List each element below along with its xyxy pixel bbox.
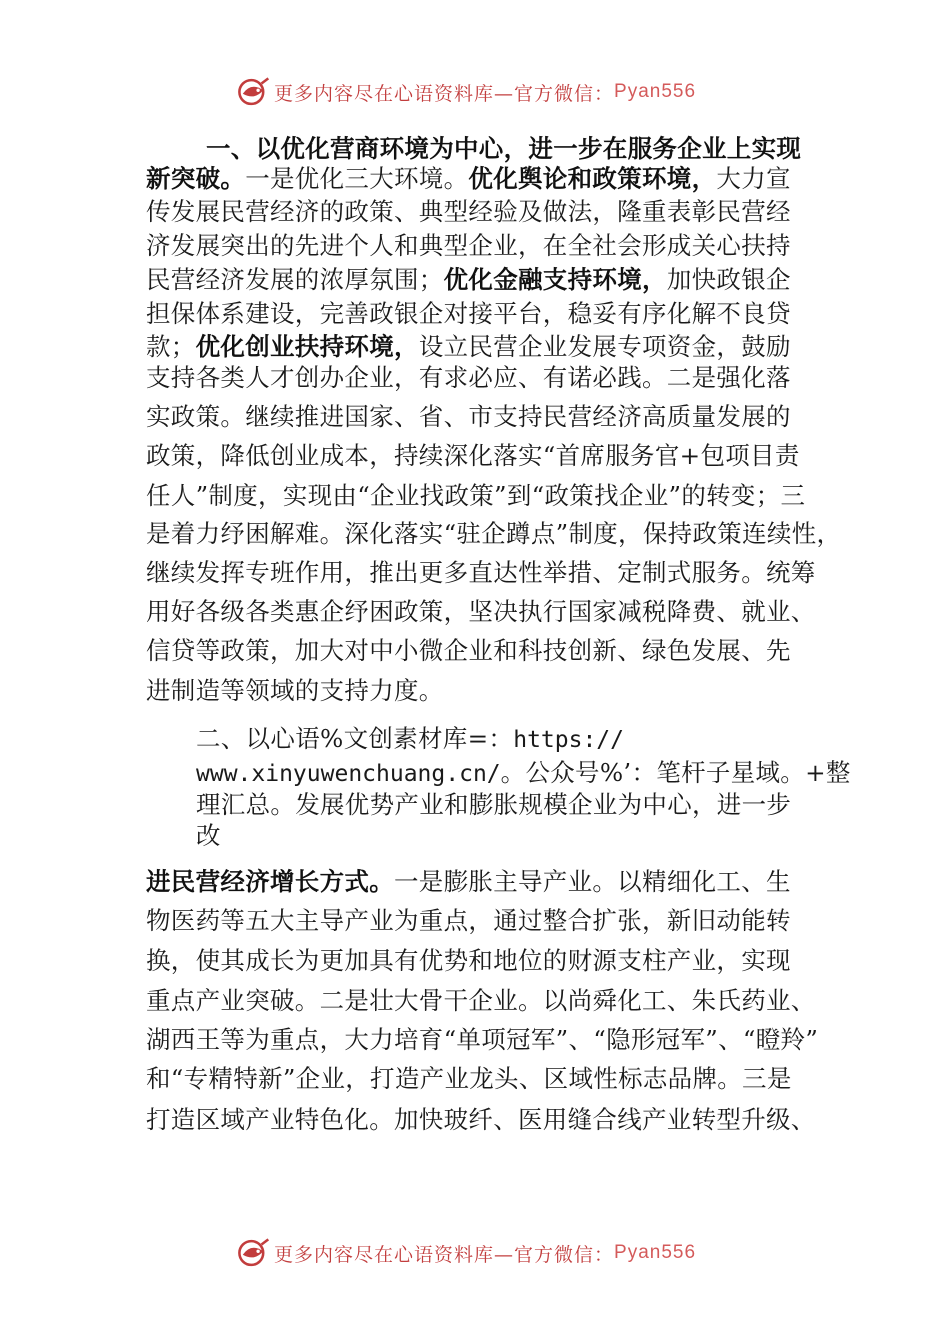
- text-segment: 理汇总。发展优势产业和膨胀规模企业为中心，进一步: [196, 790, 792, 819]
- text-segment: 一是膨胀主导产业。以精细化工、生: [394, 867, 791, 896]
- text-segment: https://: [513, 727, 624, 753]
- text-segment: 继续发挥专班作用，推出更多直达性举措、定制式服务。统筹: [146, 558, 816, 587]
- wechat-id: Pyan556: [614, 81, 697, 102]
- bold-text: 优化舆论和政策环境，: [468, 164, 717, 193]
- text-segment: 支持各类人才创办企业，有求必应、有诺必践。二是强化落: [146, 363, 791, 392]
- text-segment: 任人”制度，实现由“企业找政策”到“政策找企业”的转变；三: [146, 481, 806, 510]
- text-line: [196, 789, 791, 821]
- text-segment: 物医药等五大主导产业为重点，通过整合扩张，新旧动能转: [146, 906, 791, 935]
- text-line: [146, 1104, 816, 1136]
- text-segment: 济发展突出的先进个人和典型企业，在全社会形成关心扶持: [146, 231, 791, 260]
- text-segment: 湖西王等为重点，大力培育“单项冠军”、“隐形冠军”、“瞪羚”: [146, 1025, 819, 1054]
- text-line: [146, 230, 791, 262]
- banner-text: 更多内容尽在心语资料库—官方微信：: [274, 82, 615, 105]
- text-segment: 担保体系建设，完善政银企对接平台，稳妥有序化解不良贷: [146, 299, 791, 328]
- text-line: [146, 331, 791, 363]
- text-segment: 一是优化三大环境。: [245, 164, 469, 193]
- text-line: [146, 905, 791, 937]
- text-segment: www.xinyuwenchuang.cn/: [196, 761, 501, 787]
- text-segment: 打造区域产业特色化。加快玻纤、医用缝合线产业转型升级、: [146, 1105, 816, 1134]
- text-segment: 用好各级各类惠企纾困政策，坚决执行国家减税降费、就业、: [146, 597, 816, 626]
- text-line: [146, 196, 791, 228]
- text-line: [146, 557, 816, 589]
- fish-logo-icon: [236, 75, 270, 109]
- text-line: [196, 757, 851, 789]
- bold-text: 进民营经济增长方式。: [146, 867, 394, 896]
- text-line: [196, 820, 221, 852]
- text-segment: 设立民营企业发展专项资金，鼓励: [418, 332, 791, 361]
- text-line: [146, 440, 800, 472]
- wechat-id: Pyan556: [614, 1242, 697, 1263]
- text-segment: 传发展民营经济的政策、典型经验及做法，隆重表彰民营经: [146, 197, 791, 226]
- text-line: [146, 866, 791, 898]
- text-line: [146, 401, 791, 433]
- text-segment: 进制造等领域的支持力度。: [146, 676, 444, 705]
- text-segment: 款；: [146, 332, 196, 361]
- text-line: [146, 163, 791, 195]
- text-line: [146, 1024, 818, 1056]
- text-line: [146, 635, 791, 667]
- text-line: [146, 298, 791, 330]
- text-line: [196, 723, 624, 755]
- text-segment: 是着力纾困解难。深化落实“驻企蹲点”制度，保持政策连续性，: [146, 519, 842, 548]
- text-line: [146, 985, 816, 1017]
- footer-banner: [236, 1235, 696, 1271]
- text-segment: 实政策。继续推进国家、省、市支持民营经济高质量发展的: [146, 402, 791, 431]
- text-line: [206, 133, 801, 165]
- text-line: [146, 518, 841, 550]
- text-line: [146, 362, 791, 394]
- text-segment: 民营经济发展的浓厚氛围；: [146, 265, 444, 294]
- text-segment: 二、以心语%文创素材库=：: [196, 724, 514, 753]
- text-line: [146, 480, 805, 512]
- banner-text: 更多内容尽在心语资料库—官方微信：: [274, 1243, 615, 1266]
- text-segment: 重点产业突破。二是壮大骨干企业。以尚舜化工、朱氏药业、: [146, 986, 816, 1015]
- header-banner: [236, 74, 696, 110]
- text-line: [146, 264, 791, 296]
- text-segment: 改: [196, 821, 221, 850]
- text-line: [146, 945, 791, 977]
- bold-text: 一、以优化营商环境为中心，进一步在服务企业上实现: [206, 134, 802, 163]
- text-line: [146, 596, 816, 628]
- text-segment: 大力宣: [716, 164, 791, 193]
- text-line: [146, 675, 444, 707]
- text-segment: 政策，降低创业成本，持续深化落实“首席服务官+包项目责: [146, 441, 800, 470]
- fish-logo-icon: [236, 1236, 270, 1270]
- bold-text: 优化金融支持环境，: [443, 265, 667, 294]
- bold-text: 新突破。: [146, 164, 246, 193]
- text-segment: 信贷等政策，加大对中小微企业和科技创新、绿色发展、先: [146, 636, 791, 665]
- bold-text: 优化创业扶持环境，: [195, 332, 419, 361]
- text-segment: 。公众号%’：笔杆子星域。+整: [500, 758, 851, 787]
- text-segment: 和“专精特新”企业，打造产业龙头、区域性标志品牌。三是: [146, 1064, 792, 1093]
- text-segment: 加快政银企: [666, 265, 791, 294]
- text-line: [146, 1063, 792, 1095]
- text-segment: 换，使其成长为更加具有优势和地位的财源支柱产业，实现: [146, 946, 791, 975]
